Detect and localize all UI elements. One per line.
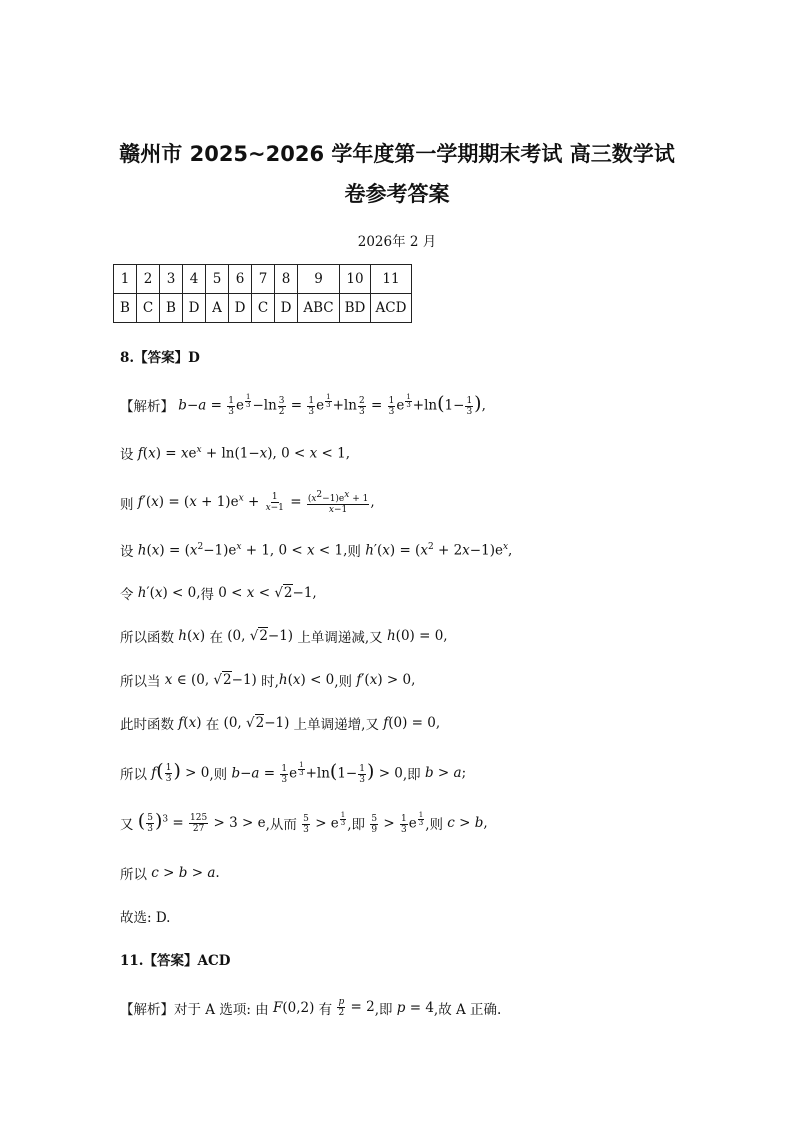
answer-table-number-row [114,265,412,294]
text-c: ,即 [374,1001,393,1018]
q8-line11 [120,863,220,883]
q11-analysis-line1 [120,997,501,1018]
math-expr: p = 4 [396,999,434,1016]
text-inc: 上单调递增,又 [293,717,379,733]
question-number: 10 [340,265,371,294]
text-on: 在 [205,717,220,733]
text-let: 令 [120,587,134,603]
math-expr: f(x) [178,715,206,731]
q8-line2 [120,443,350,463]
text-dec: 上单调递减,又 [297,630,383,646]
question-number: 8 [275,265,298,294]
q8-analysis-line1 [120,394,486,417]
answer-table [113,264,412,323]
math-expr: f′(x) > 0, [356,672,416,688]
question-number: 2 [137,265,160,294]
answer-cell: C [137,294,160,323]
math-expr: h(x) < 0 [278,672,335,688]
text-set: 设 [120,544,134,560]
math-expr: (0, √2−1) [222,628,298,644]
math-expr: c > b > a. [151,865,220,881]
answer-table-answer-row [114,294,412,323]
math-expr: $f(x) = xe^x + \ln(1-x)$, 0 < x < 1, [137,444,351,462]
q8-line3 [120,490,375,515]
math-expr: $h(x) = (x^2-1)e^x + 1$, 0 < x < 1, [137,541,348,559]
text-then: 则 [347,544,361,560]
q8-line10 [120,812,488,835]
answer-cell: A [206,294,229,323]
text-get: 得 [200,587,215,603]
answer-cell: BD [340,294,371,323]
analysis-label: 【解析】 [120,1001,174,1018]
math-expr: b−a = $\frac{1}{3}$ e $^{\frac{1}{3}}$ −ln $\frac{3}{2}$ = $\frac{1}{3}$ e $^{\frac{1}{3}}$ +ln $\frac{2}{3}$ = $\frac{1}{3}$ e $^{\frac{1}{3}}$ +ln(1− $\frac{1}{3}$ ), [178,392,486,417]
answer-cell: C [252,294,275,323]
answer-cell: ABC [298,294,340,323]
question-number: 6 [229,265,252,294]
text-so: 所以 [120,767,147,784]
q8-heading: 8.【答案】D [120,350,200,366]
text-so: 所以 [120,867,147,883]
doc-title-line1: 赣州市 2025~2026 学年度第一学期期末考试 高三数学试 [119,142,675,166]
q8-line6 [120,626,448,646]
text-so-when: 所以当 [120,674,161,690]
math-expr: h(0) = 0, [386,628,448,644]
analysis-label: 【解析】 [120,399,174,416]
text-a: 对于 A 选项: 由 [174,1001,269,1018]
math-expr: f( $\frac{1}{3}$ ) > 0 [151,760,210,785]
text-now-func: 此时函数 [120,717,174,733]
question-number: 3 [160,265,183,294]
doc-date: 2026年 2 月 [357,234,437,250]
q11-heading: 11.【答案】ACD [120,953,231,969]
text-so-func: 所以函数 [120,630,174,646]
question-number: 1 [114,265,137,294]
question-number: 5 [206,265,229,294]
text-then: ,则 [425,817,443,834]
text-then: ,则 [209,767,228,784]
math-expr: h′(x) < 0, [137,585,201,601]
text-ie: ,即 [402,767,421,784]
text-ie: ,即 [347,817,366,834]
math-expr: f(0) = 0, [383,715,441,731]
math-expr: ( $\frac{5}{3}$ )$^3$ = $\frac{125}{27}$ > 3 > e [137,810,266,835]
text-set: 设 [120,447,134,463]
q8-line8 [120,713,440,733]
math-expr: b > a; [424,765,467,782]
math-expr: $f'(x) = (x + 1)e^x$ + $\frac{1}{x-1}$ = $\frac{(x^2-1)e^x + 1}{x-1}$ , [137,490,375,515]
question-number: 9 [298,265,340,294]
q8-line9 [120,762,466,785]
math-expr: F(0,2) [272,999,319,1016]
text-then: ,则 [334,674,353,690]
question-number: 4 [183,265,206,294]
math-expr: (0, √2−1) [219,715,294,731]
math-expr: x ∈ (0, √2−1) [164,672,262,688]
answer-cell: B [160,294,183,323]
question-number: 7 [252,265,275,294]
answer-cell: D [183,294,206,323]
answer-cell: D [275,294,298,323]
math-expr: h(x) [178,628,210,644]
math-expr: $\frac{5}{9}$ > $\frac{1}{3}$ e $^{\frac{1}{3}}$ [371,811,424,835]
text-hence: ,从而 [265,817,297,834]
text-d: ,故 A 正确. [433,1001,502,1018]
math-expr: c > b, [447,815,488,832]
q8-conclusion: 故选: D. [120,910,171,926]
text-also: 又 [120,817,134,834]
q8-line5 [120,583,317,603]
text-then: 则 [120,496,134,513]
doc-title-line2: 卷参考答案 [344,182,450,206]
answer-cell: ACD [371,294,412,323]
math-expr: $\frac{5}{3}$ > e $^{\frac{1}{3}}$ [303,811,346,835]
math-expr: b−a = $\frac{1}{3}$ e $^{\frac{1}{3}}$ +ln(1− $\frac{1}{3}$ ) > 0 [231,760,403,785]
answer-cell: D [229,294,252,323]
math-expr: $\frac{p}{2}$ = 2 [338,997,375,1018]
q8-line4 [120,540,512,560]
q8-line7 [120,670,415,690]
math-expr: 0 < x < √2−1, [214,585,317,601]
text-on: 在 [209,630,223,646]
question-number: 11 [371,265,412,294]
math-expr: $h'(x) = (x^2 + 2x-1)e^x$, [365,541,513,559]
answer-cell: B [114,294,137,323]
text-when: 时, [261,674,279,690]
text-b: 有 [318,1001,333,1018]
